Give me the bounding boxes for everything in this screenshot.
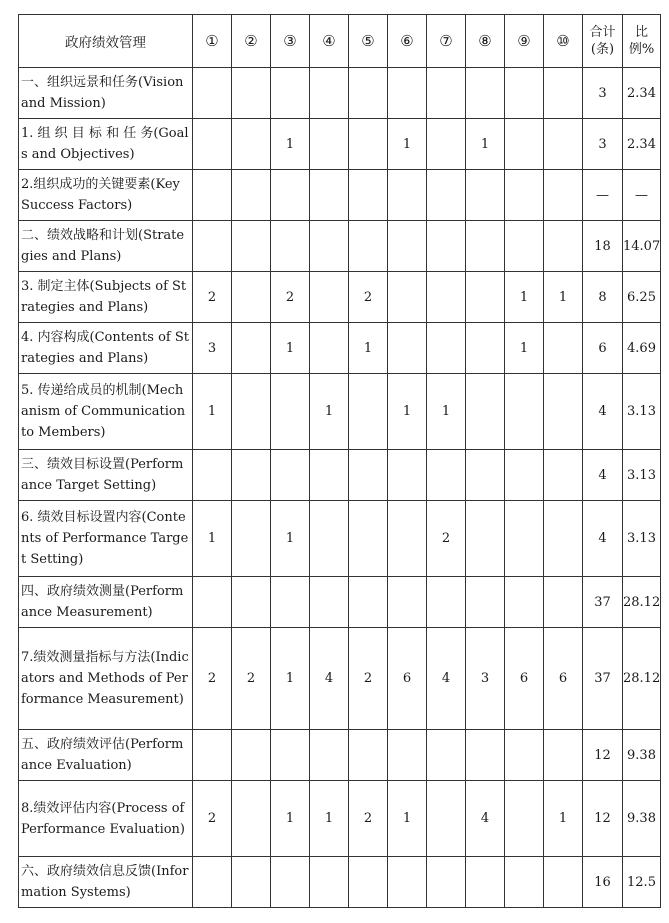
- header-col-3: ③: [271, 15, 310, 68]
- cell-col-8: [466, 450, 505, 501]
- cell-col-2: [232, 730, 271, 781]
- cell-col-9: [505, 119, 544, 170]
- cell-col-4: [310, 857, 349, 908]
- cell-col-9: 1: [505, 272, 544, 323]
- cell-col-2: [232, 501, 271, 577]
- cell-ratio: 2.34: [623, 119, 661, 170]
- cell-total: —: [583, 170, 623, 221]
- table-row: [19, 781, 661, 857]
- cell-col-10: [544, 170, 583, 221]
- cell-ratio: 3.13: [623, 450, 661, 501]
- cell-col-8: 1: [466, 119, 505, 170]
- header-row: [19, 15, 661, 68]
- cell-col-9: [505, 501, 544, 577]
- cell-col-6: [388, 730, 427, 781]
- cell-total: 37: [583, 628, 623, 730]
- table-row: [19, 501, 661, 577]
- cell-col-7: 1: [427, 374, 466, 450]
- cell-col-4: [310, 577, 349, 628]
- table-row: [19, 857, 661, 908]
- cell-ratio: 3.13: [623, 374, 661, 450]
- cell-col-4: [310, 272, 349, 323]
- cell-col-4: 1: [310, 374, 349, 450]
- row-label: 3. 制定主体(Subjects of Strategies and Plans): [19, 272, 193, 323]
- cell-col-8: [466, 323, 505, 374]
- cell-col-2: [232, 374, 271, 450]
- cell-col-9: 6: [505, 628, 544, 730]
- cell-col-1: 1: [193, 501, 232, 577]
- cell-col-7: [427, 450, 466, 501]
- header-col-2: ②: [232, 15, 271, 68]
- cell-col-5: 2: [349, 781, 388, 857]
- row-label: 5. 传递给成员的机制(Mechanism of Communication to Members): [19, 374, 193, 450]
- cell-col-3: 1: [271, 119, 310, 170]
- cell-col-5: [349, 450, 388, 501]
- cell-col-3: [271, 68, 310, 119]
- cell-total: 4: [583, 450, 623, 501]
- cell-col-5: [349, 857, 388, 908]
- header-col-7: ⑦: [427, 15, 466, 68]
- cell-col-4: [310, 730, 349, 781]
- header-col-6: ⑥: [388, 15, 427, 68]
- cell-col-8: [466, 577, 505, 628]
- header-col-8: ⑧: [466, 15, 505, 68]
- cell-col-3: 1: [271, 501, 310, 577]
- cell-col-1: [193, 450, 232, 501]
- cell-col-6: [388, 68, 427, 119]
- header-label: 政府绩效管理: [19, 15, 193, 68]
- cell-total: 6: [583, 323, 623, 374]
- cell-col-9: [505, 730, 544, 781]
- cell-col-10: [544, 119, 583, 170]
- cell-col-3: 2: [271, 272, 310, 323]
- header-col-5: ⑤: [349, 15, 388, 68]
- cell-ratio: 9.38: [623, 730, 661, 781]
- cell-col-10: [544, 857, 583, 908]
- cell-col-10: [544, 577, 583, 628]
- cell-col-6: 6: [388, 628, 427, 730]
- cell-col-8: [466, 857, 505, 908]
- cell-col-3: [271, 170, 310, 221]
- cell-col-4: [310, 119, 349, 170]
- cell-col-4: [310, 501, 349, 577]
- cell-col-7: [427, 119, 466, 170]
- row-label: 五、政府绩效评估(Performance Evaluation): [19, 730, 193, 781]
- cell-col-9: 1: [505, 323, 544, 374]
- cell-total: 8: [583, 272, 623, 323]
- cell-col-6: [388, 577, 427, 628]
- cell-col-7: [427, 170, 466, 221]
- cell-col-7: [427, 323, 466, 374]
- cell-col-5: [349, 374, 388, 450]
- cell-ratio: 6.25: [623, 272, 661, 323]
- cell-col-7: [427, 857, 466, 908]
- cell-total: 3: [583, 68, 623, 119]
- cell-col-5: 2: [349, 628, 388, 730]
- row-label: 2.组织成功的关键要素(Key Success Factors): [19, 170, 193, 221]
- cell-col-6: [388, 221, 427, 272]
- cell-col-8: 4: [466, 781, 505, 857]
- cell-ratio: 28.12: [623, 577, 661, 628]
- cell-col-4: [310, 323, 349, 374]
- cell-col-3: [271, 374, 310, 450]
- cell-col-7: 4: [427, 628, 466, 730]
- cell-col-3: [271, 221, 310, 272]
- header-ratio: 比例%: [623, 15, 661, 68]
- cell-col-9: [505, 857, 544, 908]
- table-row: [19, 628, 661, 730]
- cell-col-8: [466, 501, 505, 577]
- cell-col-4: 4: [310, 628, 349, 730]
- table-row: [19, 221, 661, 272]
- cell-total: 37: [583, 577, 623, 628]
- cell-col-3: [271, 857, 310, 908]
- header-col-1: ①: [193, 15, 232, 68]
- cell-col-9: [505, 221, 544, 272]
- cell-total: 16: [583, 857, 623, 908]
- cell-col-1: 2: [193, 781, 232, 857]
- cell-ratio: 28.12: [623, 628, 661, 730]
- cell-col-3: [271, 730, 310, 781]
- cell-col-2: [232, 170, 271, 221]
- cell-total: 18: [583, 221, 623, 272]
- cell-ratio: 9.38: [623, 781, 661, 857]
- cell-col-2: [232, 857, 271, 908]
- cell-col-7: [427, 272, 466, 323]
- cell-col-7: [427, 221, 466, 272]
- cell-col-10: [544, 323, 583, 374]
- cell-col-10: 1: [544, 272, 583, 323]
- cell-total: 4: [583, 501, 623, 577]
- cell-col-7: [427, 577, 466, 628]
- cell-col-2: [232, 781, 271, 857]
- cell-col-5: [349, 170, 388, 221]
- cell-col-1: [193, 119, 232, 170]
- table-row: [19, 272, 661, 323]
- cell-col-10: [544, 730, 583, 781]
- cell-col-8: [466, 170, 505, 221]
- cell-col-5: [349, 730, 388, 781]
- cell-ratio: —: [623, 170, 661, 221]
- cell-col-2: [232, 450, 271, 501]
- table-row: [19, 730, 661, 781]
- cell-col-6: [388, 323, 427, 374]
- row-label: 一、组织远景和任务(Vision and Mission): [19, 68, 193, 119]
- cell-col-9: [505, 450, 544, 501]
- cell-col-1: 2: [193, 272, 232, 323]
- cell-col-6: 1: [388, 781, 427, 857]
- cell-col-5: 1: [349, 323, 388, 374]
- cell-col-7: [427, 781, 466, 857]
- cell-col-5: [349, 68, 388, 119]
- cell-col-8: [466, 68, 505, 119]
- table-body: [19, 68, 661, 908]
- cell-col-10: [544, 450, 583, 501]
- cell-ratio: 14.07: [623, 221, 661, 272]
- table-row: [19, 450, 661, 501]
- cell-col-2: [232, 323, 271, 374]
- cell-col-4: [310, 68, 349, 119]
- table-row: [19, 577, 661, 628]
- cell-col-7: 2: [427, 501, 466, 577]
- cell-col-8: [466, 221, 505, 272]
- row-label: 四、政府绩效测量(Performance Measurement): [19, 577, 193, 628]
- cell-col-1: [193, 730, 232, 781]
- cell-col-1: 2: [193, 628, 232, 730]
- row-label: 4. 内容构成(Contents of Strategies and Plans): [19, 323, 193, 374]
- cell-col-3: [271, 450, 310, 501]
- cell-col-2: [232, 119, 271, 170]
- cell-total: 12: [583, 781, 623, 857]
- table-row: [19, 68, 661, 119]
- header-col-9: ⑨: [505, 15, 544, 68]
- cell-col-3: 1: [271, 628, 310, 730]
- cell-col-10: [544, 374, 583, 450]
- row-label: 1. 组 织 目 标 和 任 务(Goals and Objectives): [19, 119, 193, 170]
- cell-col-1: 1: [193, 374, 232, 450]
- cell-col-8: 3: [466, 628, 505, 730]
- cell-col-9: [505, 374, 544, 450]
- cell-col-3: [271, 577, 310, 628]
- table-row: [19, 323, 661, 374]
- cell-col-4: [310, 450, 349, 501]
- cell-col-2: 2: [232, 628, 271, 730]
- cell-col-2: [232, 272, 271, 323]
- cell-ratio: 2.34: [623, 68, 661, 119]
- cell-col-10: [544, 68, 583, 119]
- cell-col-4: 1: [310, 781, 349, 857]
- cell-col-9: [505, 68, 544, 119]
- cell-col-5: [349, 577, 388, 628]
- cell-col-2: [232, 577, 271, 628]
- row-label: 7.绩效测量指标与方法(Indicators and Methods of Performance Measurement): [19, 628, 193, 730]
- cell-col-6: [388, 501, 427, 577]
- cell-col-10: 6: [544, 628, 583, 730]
- cell-col-1: [193, 577, 232, 628]
- cell-total: 3: [583, 119, 623, 170]
- cell-col-8: [466, 730, 505, 781]
- cell-col-1: [193, 857, 232, 908]
- cell-col-4: [310, 170, 349, 221]
- cell-col-6: [388, 450, 427, 501]
- cell-ratio: 12.5: [623, 857, 661, 908]
- cell-col-1: [193, 170, 232, 221]
- cell-col-9: [505, 170, 544, 221]
- row-label: 6. 绩效目标设置内容(Contents of Performance Target Setting): [19, 501, 193, 577]
- cell-col-8: [466, 272, 505, 323]
- cell-col-5: 2: [349, 272, 388, 323]
- cell-ratio: 3.13: [623, 501, 661, 577]
- cell-total: 12: [583, 730, 623, 781]
- cell-col-4: [310, 221, 349, 272]
- cell-col-7: [427, 68, 466, 119]
- cell-col-1: [193, 68, 232, 119]
- cell-col-6: 1: [388, 119, 427, 170]
- cell-total: 4: [583, 374, 623, 450]
- cell-col-5: [349, 221, 388, 272]
- table-row: [19, 374, 661, 450]
- row-label: 二、绩效战略和计划(Strategies and Plans): [19, 221, 193, 272]
- cell-ratio: 4.69: [623, 323, 661, 374]
- row-label: 六、政府绩效信息反馈(Information Systems): [19, 857, 193, 908]
- cell-col-8: [466, 374, 505, 450]
- cell-col-2: [232, 221, 271, 272]
- cell-col-5: [349, 501, 388, 577]
- cell-col-1: [193, 221, 232, 272]
- header-col-4: ④: [310, 15, 349, 68]
- header-col-10: ⑩: [544, 15, 583, 68]
- header-total: 合计(条): [583, 15, 623, 68]
- cell-col-3: 1: [271, 781, 310, 857]
- cell-col-1: 3: [193, 323, 232, 374]
- cell-col-10: [544, 501, 583, 577]
- cell-col-9: [505, 781, 544, 857]
- cell-col-5: [349, 119, 388, 170]
- cell-col-10: [544, 221, 583, 272]
- cell-col-10: 1: [544, 781, 583, 857]
- cell-col-9: [505, 577, 544, 628]
- cell-col-7: [427, 730, 466, 781]
- cell-col-6: [388, 857, 427, 908]
- cell-col-6: [388, 170, 427, 221]
- performance-table: [18, 14, 661, 908]
- cell-col-6: [388, 272, 427, 323]
- row-label: 三、绩效目标设置(Performance Target Setting): [19, 450, 193, 501]
- row-label: 8.绩效评估内容(Process of Performance Evaluation): [19, 781, 193, 857]
- cell-col-2: [232, 68, 271, 119]
- cell-col-3: 1: [271, 323, 310, 374]
- cell-col-6: 1: [388, 374, 427, 450]
- table-row: [19, 119, 661, 170]
- table-row: [19, 170, 661, 221]
